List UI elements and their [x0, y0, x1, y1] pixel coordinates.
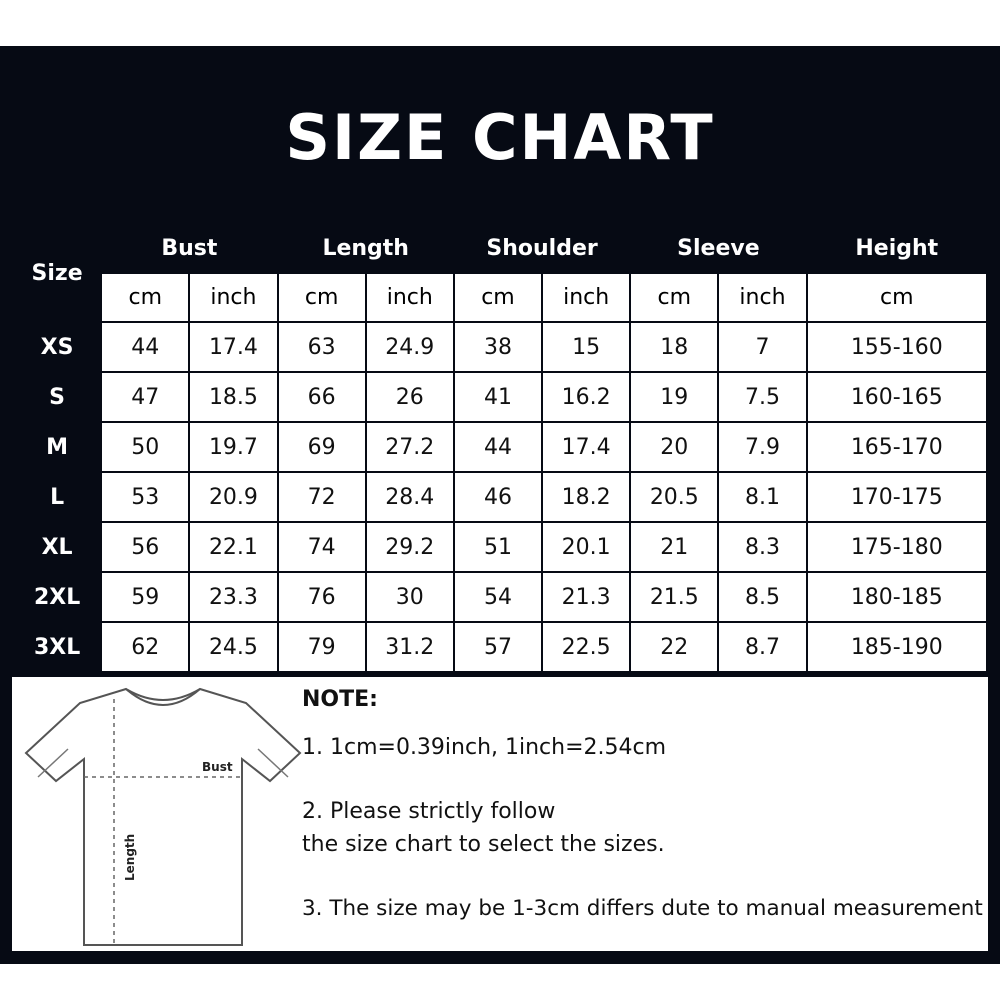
size-label-cell: 2XL [13, 572, 101, 622]
size-header: Size [13, 224, 101, 322]
table-cell: 47 [101, 372, 189, 422]
table-cell: 21.3 [542, 572, 630, 622]
note-item-2-line-2: the size chart to select the sizes. [302, 832, 665, 857]
size-label-cell: S [13, 372, 101, 422]
table-cell: 46 [454, 472, 542, 522]
size-label-cell: 3XL [13, 622, 101, 672]
table-row [13, 472, 987, 522]
table-cell: 165-170 [807, 422, 987, 472]
bust-label: Bust [202, 760, 233, 774]
table-row [13, 422, 987, 472]
table-cell: 8.3 [718, 522, 806, 572]
table-cell: 63 [278, 322, 366, 372]
table-cell: 21 [630, 522, 718, 572]
unit-header: inch [542, 273, 630, 322]
table-cell: 51 [454, 522, 542, 572]
table-cell: 23.3 [189, 572, 277, 622]
table-cell: 54 [454, 572, 542, 622]
header-shoulder: Shoulder [454, 224, 630, 273]
table-cell: 8.7 [718, 622, 806, 672]
table-cell: 17.4 [189, 322, 277, 372]
notes-block [302, 677, 992, 951]
table-cell: 22.1 [189, 522, 277, 572]
unit-header: cm [807, 273, 987, 322]
note-item-1: 1. 1cm=0.39inch, 1inch=2.54cm [302, 735, 667, 760]
table-cell: 18 [630, 322, 718, 372]
size-label-cell: M [13, 422, 101, 472]
page-title: SIZE CHART [285, 101, 715, 174]
table-row [13, 622, 987, 672]
table-cell: 155-160 [807, 322, 987, 372]
unit-header: cm [101, 273, 189, 322]
table-cell: 57 [454, 622, 542, 672]
table-cell: 50 [101, 422, 189, 472]
table-cell: 79 [278, 622, 366, 672]
unit-header: cm [630, 273, 718, 322]
unit-header-row [13, 273, 987, 322]
table-row [13, 572, 987, 622]
table-cell: 31.2 [366, 622, 454, 672]
table-cell: 7 [718, 322, 806, 372]
table-cell: 56 [101, 522, 189, 572]
table-cell: 19 [630, 372, 718, 422]
unit-header: cm [454, 273, 542, 322]
table-cell: 74 [278, 522, 366, 572]
table-cell: 7.9 [718, 422, 806, 472]
table-cell: 59 [101, 572, 189, 622]
table-cell: 20.5 [630, 472, 718, 522]
unit-header: inch [718, 273, 806, 322]
table-cell: 29.2 [366, 522, 454, 572]
table-cell: 62 [101, 622, 189, 672]
table-cell: 7.5 [718, 372, 806, 422]
header-height: Height [807, 224, 987, 273]
table-cell: 76 [278, 572, 366, 622]
note-heading: NOTE: [302, 687, 378, 712]
note-section [12, 677, 988, 951]
table-cell: 15 [542, 322, 630, 372]
size-table [12, 223, 988, 673]
table-cell: 185-190 [807, 622, 987, 672]
size-label-cell: XL [13, 522, 101, 572]
table-row [13, 522, 987, 572]
table-cell: 18.5 [189, 372, 277, 422]
table-cell: 30 [366, 572, 454, 622]
table-cell: 72 [278, 472, 366, 522]
table-cell: 170-175 [807, 472, 987, 522]
size-label-cell: XS [13, 322, 101, 372]
table-cell: 160-165 [807, 372, 987, 422]
table-row [13, 372, 987, 422]
group-header-row [13, 224, 987, 273]
table-cell: 53 [101, 472, 189, 522]
unit-header: inch [366, 273, 454, 322]
table-cell: 28.4 [366, 472, 454, 522]
tshirt-diagram [18, 681, 308, 949]
header-length: Length [278, 224, 454, 273]
table-cell: 24.9 [366, 322, 454, 372]
table-cell: 26 [366, 372, 454, 422]
table-cell: 44 [454, 422, 542, 472]
table-cell: 20 [630, 422, 718, 472]
table-cell: 20.9 [189, 472, 277, 522]
unit-header: inch [189, 273, 277, 322]
length-label: Length [123, 833, 137, 881]
table-cell: 69 [278, 422, 366, 472]
table-cell: 22.5 [542, 622, 630, 672]
table-cell: 27.2 [366, 422, 454, 472]
table-cell: 41 [454, 372, 542, 422]
note-item-2-line-1: 2. Please strictly follow [302, 799, 556, 824]
table-cell: 19.7 [189, 422, 277, 472]
header-sleeve: Sleeve [630, 224, 806, 273]
table-cell: 20.1 [542, 522, 630, 572]
table-cell: 44 [101, 322, 189, 372]
table-cell: 8.5 [718, 572, 806, 622]
tshirt-outline [26, 689, 300, 945]
table-cell: 24.5 [189, 622, 277, 672]
table-cell: 22 [630, 622, 718, 672]
table-cell: 18.2 [542, 472, 630, 522]
table-cell: 38 [454, 322, 542, 372]
table-cell: 66 [278, 372, 366, 422]
unit-header: cm [278, 273, 366, 322]
table-row [13, 322, 987, 372]
header-bust: Bust [101, 224, 277, 273]
table-cell: 175-180 [807, 522, 987, 572]
note-item-3: 3. The size may be 1-3cm differs dute to manual measurement [302, 896, 983, 921]
table-cell: 8.1 [718, 472, 806, 522]
size-label-cell: L [13, 472, 101, 522]
table-cell: 17.4 [542, 422, 630, 472]
table-cell: 16.2 [542, 372, 630, 422]
table-cell: 180-185 [807, 572, 987, 622]
table-cell: 21.5 [630, 572, 718, 622]
